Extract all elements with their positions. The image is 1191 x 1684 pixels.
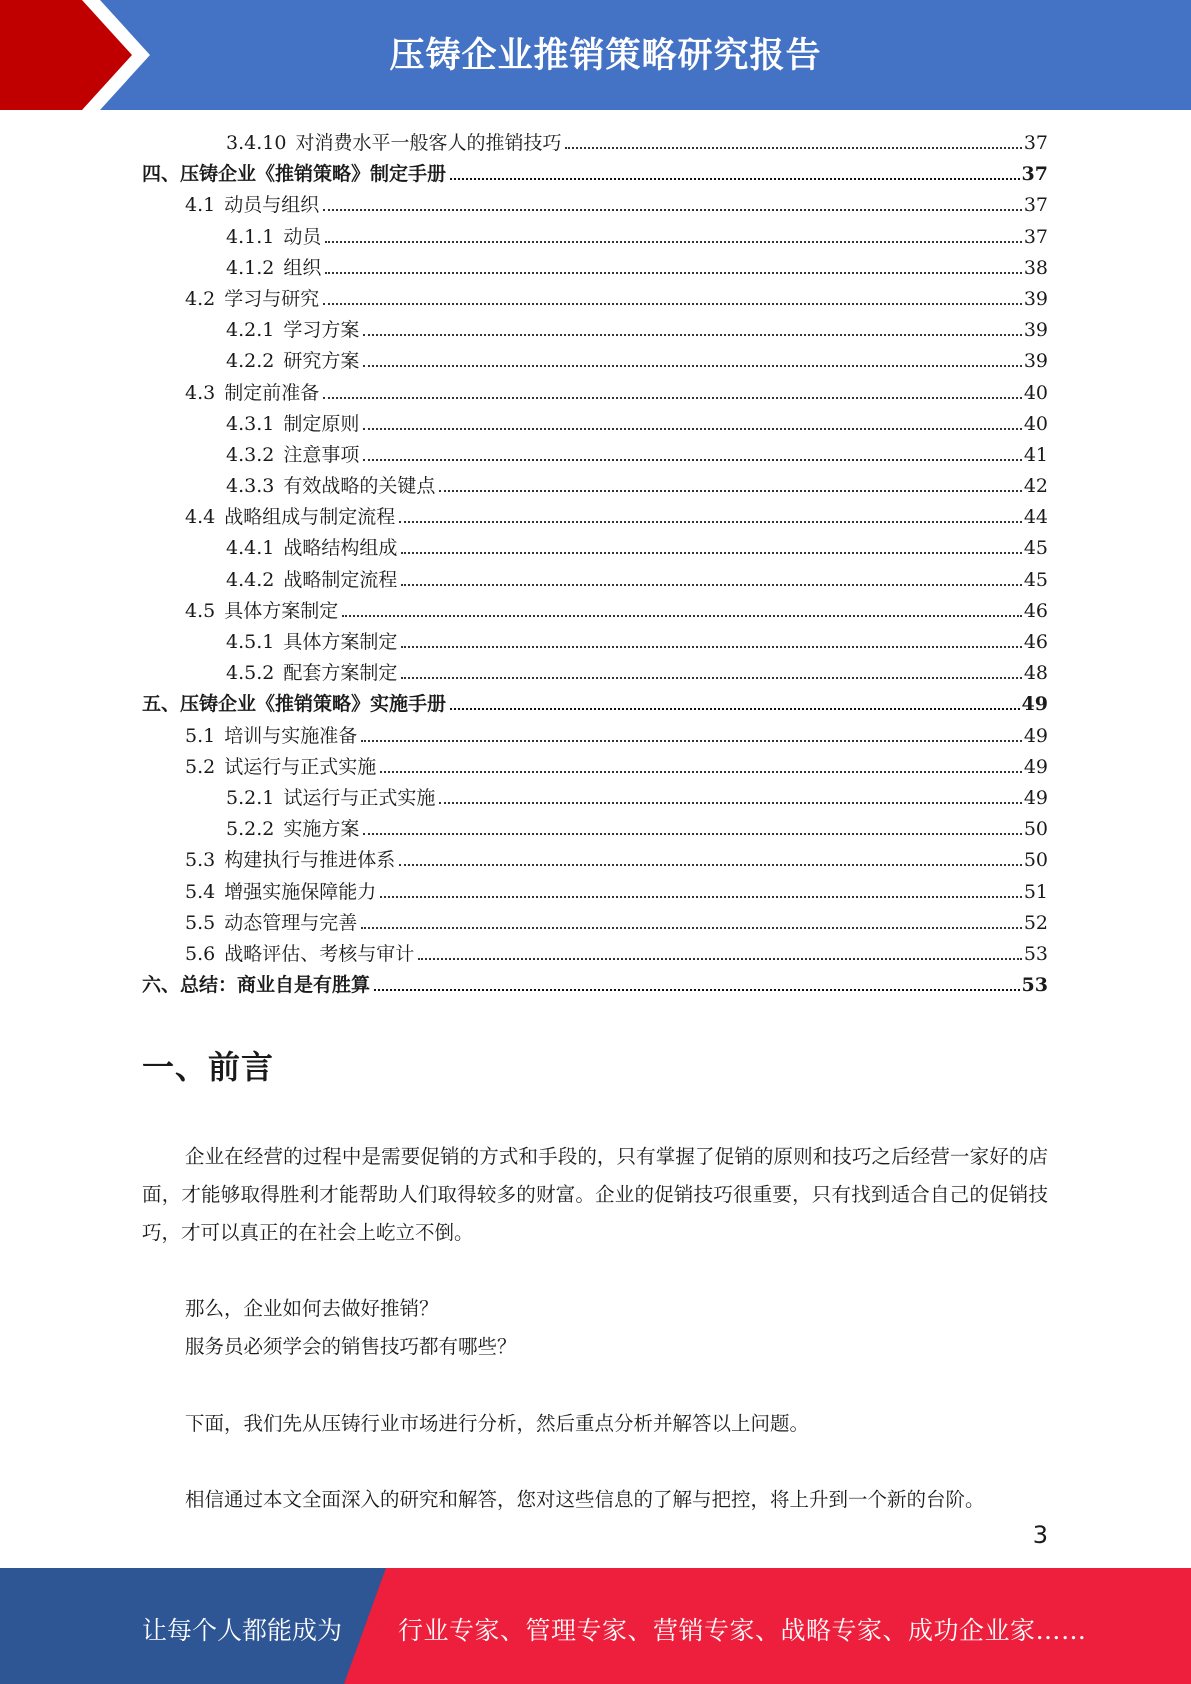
toc-entry-number: 4.4 <box>185 506 216 529</box>
footer-banner <box>0 1568 1191 1684</box>
toc-entry-number: 4.5 <box>185 599 216 622</box>
toc-entry-title: 注意事项 <box>283 443 360 466</box>
toc-dot-leader <box>450 707 1020 710</box>
toc-dot-leader <box>325 240 1021 243</box>
toc-entry[interactable] <box>142 190 1048 221</box>
toc-entry[interactable] <box>142 378 1048 409</box>
toc-dot-leader <box>401 645 1021 648</box>
toc-entry-page: 45 <box>1023 537 1048 560</box>
toc-entry[interactable] <box>142 346 1048 377</box>
toc-entry-title: 研究方案 <box>283 350 360 373</box>
toc-entry[interactable] <box>142 970 1048 1001</box>
toc-dot-leader <box>323 396 1022 399</box>
toc-entry[interactable] <box>142 845 1048 876</box>
table-of-contents <box>142 128 1048 1001</box>
toc-entry-page: 49 <box>1021 693 1048 716</box>
toc-entry-number: 4.5.1 <box>226 631 275 653</box>
toc-entry-title: 六、总结：商业自是有胜算 <box>142 974 371 997</box>
toc-entry-page: 49 <box>1023 755 1048 778</box>
toc-entry-number: 4.1 <box>185 194 216 217</box>
toc-dot-leader <box>361 926 1022 929</box>
toc-entry-page: 37 <box>1023 132 1048 154</box>
toc-entry-number: 4.4.2 <box>226 568 275 591</box>
toc-dot-leader <box>401 676 1021 679</box>
toc-entry-title: 四、压铸企业《推销策略》制定手册 <box>142 163 447 186</box>
toc-entry-number: 4.2.1 <box>226 319 275 342</box>
toc-dot-leader <box>439 489 1021 492</box>
toc-entry[interactable] <box>142 814 1048 845</box>
toc-entry[interactable] <box>142 658 1048 689</box>
toc-entry-number: 5.1 <box>185 724 216 747</box>
toc-entry[interactable] <box>142 596 1048 627</box>
toc-entry-number: 5.6 <box>185 942 216 965</box>
toc-entry-number: 4.3 <box>185 381 216 404</box>
toc-entry[interactable] <box>142 128 1048 159</box>
toc-entry-number: 4.4.1 <box>226 537 275 560</box>
toc-dot-leader <box>361 739 1022 742</box>
toc-entry-title: 学习与研究 <box>224 287 320 310</box>
analysis-paragraph: 下面，我们先从压铸行业市场进行分析，然后重点分析并解答以上问题。 <box>185 1412 810 1435</box>
toc-entry-page: 50 <box>1023 818 1048 841</box>
toc-entry[interactable] <box>142 752 1048 783</box>
footer-slogan-right: 行业专家、管理专家、营销专家、战略专家、成功企业家…… <box>398 1616 1087 1645</box>
toc-entry-number: 4.1.1 <box>226 225 275 248</box>
toc-entry-title: 制定原则 <box>283 412 360 435</box>
toc-entry[interactable] <box>142 409 1048 440</box>
toc-dot-leader <box>380 770 1022 773</box>
toc-entry-page: 44 <box>1023 506 1048 529</box>
toc-entry-page: 41 <box>1023 443 1048 466</box>
toc-entry-title: 战略结构组成 <box>283 537 398 560</box>
toc-entry[interactable] <box>142 533 1048 564</box>
toc-dot-leader <box>363 458 1021 461</box>
toc-entry[interactable] <box>142 159 1048 190</box>
toc-entry[interactable] <box>142 315 1048 346</box>
toc-entry[interactable] <box>142 471 1048 502</box>
header-banner <box>0 0 1191 110</box>
intro-paragraph: 企业在经营的过程中是需要促销的方式和手段的，只有掌握了促销的原则和技巧之后经营一家好的店面，才能够取得胜利才能帮助人们取得较多的财富。企业的促销技巧很重要，只有找到适合自己的促销技巧，才可以真正的在社会上屹立不倒。 <box>142 1145 1048 1244</box>
toc-entry-title: 增强实施保障能力 <box>224 880 377 903</box>
toc-dot-leader <box>399 863 1022 866</box>
toc-entry-number: 4.3.2 <box>226 443 275 466</box>
toc-entry-page: 39 <box>1023 350 1048 373</box>
toc-entry-number: 4.2.2 <box>226 350 275 373</box>
toc-entry-page: 38 <box>1023 256 1048 279</box>
toc-entry-title: 构建执行与推进体系 <box>224 849 396 872</box>
toc-entry-page: 48 <box>1023 662 1048 685</box>
toc-entry-page: 53 <box>1023 942 1048 965</box>
toc-entry-title: 具体方案制定 <box>224 599 339 622</box>
toc-dot-leader <box>450 177 1020 180</box>
toc-entry-number: 4.3.3 <box>226 475 275 498</box>
document-title: 压铸企业推销策略研究报告 <box>389 36 822 76</box>
toc-entry[interactable] <box>142 908 1048 939</box>
toc-dot-leader <box>323 302 1022 305</box>
toc-entry[interactable] <box>142 502 1048 533</box>
toc-entry[interactable] <box>142 939 1048 970</box>
toc-entry-number: 4.1.2 <box>226 256 275 279</box>
toc-entry-page: 50 <box>1023 849 1048 872</box>
toc-entry-page: 40 <box>1023 381 1048 404</box>
toc-entry[interactable] <box>142 627 1048 658</box>
toc-entry-page: 37 <box>1021 163 1048 186</box>
toc-entry-number: 5.5 <box>185 911 216 934</box>
toc-entry-page: 53 <box>1021 974 1048 997</box>
toc-entry[interactable] <box>142 440 1048 471</box>
toc-entry-page: 37 <box>1023 225 1048 248</box>
toc-entry-number: 5.2.1 <box>226 786 275 809</box>
toc-entry[interactable] <box>142 253 1048 284</box>
toc-dot-leader <box>399 520 1022 523</box>
footer-slogan-left: 让每个人都能成为 <box>142 1616 343 1645</box>
toc-entry-number: 5.4 <box>185 880 216 903</box>
toc-dot-leader <box>342 614 1022 617</box>
toc-dot-leader <box>363 832 1021 835</box>
toc-entry[interactable] <box>142 284 1048 315</box>
toc-entry-title: 五、压铸企业《推销策略》实施手册 <box>142 693 447 716</box>
toc-dot-leader <box>325 271 1021 274</box>
toc-entry-number: 5.2 <box>185 755 216 778</box>
toc-entry-page: 52 <box>1023 911 1048 934</box>
toc-entry-number: 5.3 <box>185 849 216 872</box>
toc-entry-page: 39 <box>1023 319 1048 342</box>
toc-entry-title: 学习方案 <box>283 319 360 342</box>
toc-dot-leader <box>363 364 1021 367</box>
toc-dot-leader <box>374 988 1020 991</box>
toc-entry-page: 51 <box>1023 880 1048 903</box>
toc-dot-leader <box>401 583 1021 586</box>
toc-entry-title: 战略评估、考核与审计 <box>224 942 415 965</box>
toc-entry-title: 制定前准备 <box>224 381 320 404</box>
toc-entry-page: 49 <box>1023 786 1048 809</box>
toc-entry-number: 4.5.2 <box>226 662 275 685</box>
toc-entry[interactable] <box>142 877 1048 908</box>
toc-entry[interactable] <box>142 689 1048 720</box>
toc-entry-number: 5.2.2 <box>226 818 275 841</box>
toc-entry[interactable] <box>142 565 1048 596</box>
toc-dot-leader <box>323 208 1022 211</box>
closing-paragraph: 相信通过本文全面深入的研究和解答，您对这些信息的了解与把控，将上升到一个新的台阶。 <box>185 1488 985 1511</box>
toc-dot-leader <box>380 895 1022 898</box>
toc-dot-leader <box>363 427 1021 430</box>
toc-entry-title: 实施方案 <box>283 818 360 841</box>
toc-entry-page: 45 <box>1023 568 1048 591</box>
toc-entry-number: 4.3.1 <box>226 412 275 435</box>
toc-entry-page: 39 <box>1023 287 1048 310</box>
toc-entry-title: 对消费水平一般客人的推销技巧 <box>295 132 562 154</box>
toc-entry[interactable] <box>142 222 1048 253</box>
toc-entry-title: 培训与实施准备 <box>224 724 358 747</box>
toc-entry-page: 46 <box>1023 631 1048 653</box>
toc-dot-leader <box>439 801 1021 804</box>
toc-dot-leader <box>401 551 1021 554</box>
toc-entry-title: 试运行与正式实施 <box>224 755 377 778</box>
toc-dot-leader <box>565 146 1021 149</box>
page-number: 3 <box>1032 1521 1048 1549</box>
toc-entry[interactable] <box>142 783 1048 814</box>
toc-entry-title: 配套方案制定 <box>283 662 398 685</box>
toc-entry-title: 动员 <box>283 225 322 248</box>
toc-dot-leader <box>363 333 1021 336</box>
toc-entry-number: 4.2 <box>185 287 216 310</box>
toc-entry-page: 40 <box>1023 412 1048 435</box>
toc-entry-page: 46 <box>1023 599 1048 622</box>
section-heading: 一、前言 <box>142 1048 275 1086</box>
toc-entry-number: 3.4.10 <box>226 132 287 154</box>
toc-entry-title: 战略组成与制定流程 <box>224 506 396 529</box>
toc-entry[interactable] <box>142 721 1048 752</box>
toc-entry-title: 组织 <box>283 256 322 279</box>
toc-entry-page: 37 <box>1023 194 1048 217</box>
toc-entry-page: 42 <box>1023 475 1048 498</box>
toc-entry-title: 试运行与正式实施 <box>283 786 436 809</box>
toc-entry-title: 具体方案制定 <box>283 631 398 653</box>
toc-dot-leader <box>418 957 1022 960</box>
toc-entry-title: 动态管理与完善 <box>224 911 358 934</box>
toc-entry-title: 战略制定流程 <box>283 568 398 591</box>
toc-entry-title: 动员与组织 <box>224 194 320 217</box>
toc-entry-page: 49 <box>1023 724 1048 747</box>
question-1: 那么，企业如何去做好推销？ <box>185 1297 439 1320</box>
question-2: 服务员必须学会的销售技巧都有哪些？ <box>185 1335 517 1358</box>
toc-entry-title: 有效战略的关键点 <box>283 475 436 498</box>
